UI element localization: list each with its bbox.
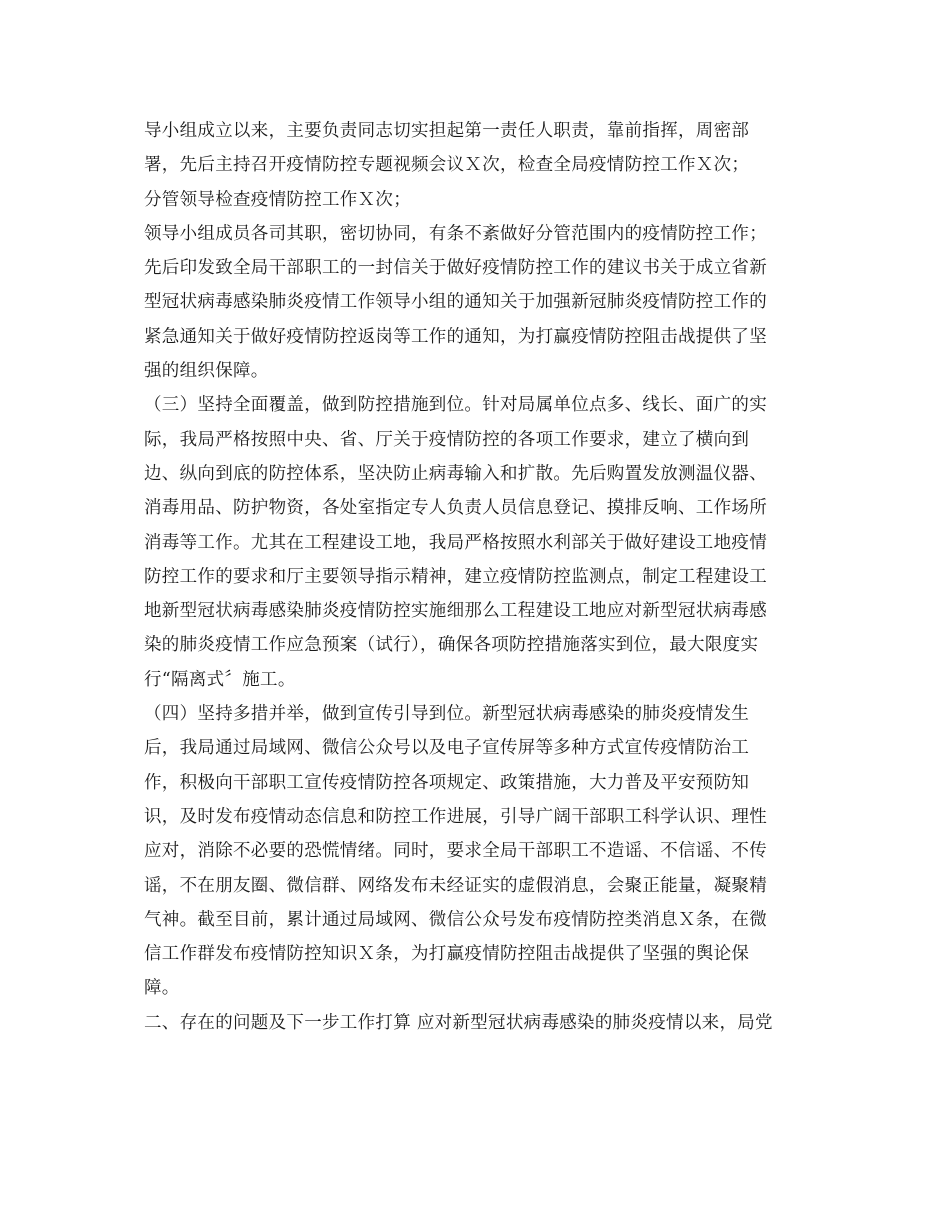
text-line: 边、纵向到底的防控体系，坚决防止病毒输入和扩散。先后购置发放测温仪器、 <box>144 463 767 484</box>
text-line: 作，积极向干部职工宣传疫情防控各项规定、政策措施，大力普及平安预防知 <box>144 772 750 793</box>
text-line: 际，我局严格按照中央、省、厅关于疫情防控的各项工作要求，建立了横向到 <box>144 429 750 450</box>
text-line: 信工作群发布疫情防控知识Ｘ条，为打赢疫情防控阻击战提供了坚强的舆论保 <box>144 944 750 965</box>
text-line: 行“隔离式〞施工。 <box>144 669 296 690</box>
section-heading-line: （四）坚持多措并举，做到宣传引导到位。新型冠状病毒感染的肺炎疫情发生 <box>144 704 750 725</box>
body-text <box>144 114 804 1040</box>
text-line: 先后印发致全局干部职工的一封信关于做好疫情防控工作的建议书关于成立省新 <box>144 258 767 279</box>
text-line: 后，我局通过局域网、微信公众号以及电子宣传屏等多种方式宣传疫情防治工 <box>144 738 750 759</box>
text-line: 领导小组成员各司其职，密切协同，有条不紊做好分管范围内的疫情防控工作； <box>144 223 767 244</box>
text-line: 紧急通知关于做好疫情防控返岗等工作的通知，为打赢疫情防控阻击战提供了坚 <box>144 326 767 347</box>
text-line: 分管领导检查疫情防控工作Ｘ次； <box>144 189 411 210</box>
text-line: 强的组织保障。 <box>144 361 269 382</box>
text-line: 消毒等工作。尤其在工程建设工地，我局严格按照水利部关于做好建设工地疫情 <box>144 532 767 553</box>
text-line: 染的肺炎疫情工作应急预案（试行），确保各项防控措施落实到位，最大限度实 <box>144 635 759 656</box>
text-line: 导小组成立以来，主要负责同志切实担起第一责任人职责，靠前指挥，周密部 <box>144 121 750 141</box>
text-line: 消毒用品、防护物资，各处室指定专人负责人员信息登记、摸排反响、工作场所 <box>144 498 767 519</box>
text-line: 气神。截至目前，累计通过局域网、微信公众号发布疫情防控类消息Ｘ条，在微 <box>144 909 767 930</box>
text-line: 地新型冠状病毒感染肺炎疫情防控实施细那么工程建设工地应对新型冠状病毒感 <box>144 601 767 622</box>
text-line: 识，及时发布疫情动态信息和防控工作进展，引导广阔干部职工科学认识、理性 <box>144 806 767 827</box>
text-line: 防控工作的要求和厅主要领导指示精神，建立疫情防控监测点，制定工程建设工 <box>144 566 767 587</box>
text-line: 谣，不在朋友圈、微信群、网络发布未经证实的虚假消息，会聚正能量，凝聚精 <box>144 875 767 896</box>
text-line: 署，先后主持召开疫情防控专题视频会议Ｘ次，检查全局疫情防控工作Ｘ次； <box>144 155 750 176</box>
section-heading-line: （三）坚持全面覆盖，做到防控措施到位。针对局属单位点多、线长、面广的实 <box>144 395 767 416</box>
text-line: 型冠状病毒感染肺炎疫情工作领导小组的通知关于加强新冠肺炎疫情防控工作的 <box>144 292 767 313</box>
section-heading-line: 二、存在的问题及下一步工作打算 应对新型冠状病毒感染的肺炎疫情以来，局党 <box>144 1012 773 1033</box>
text-line: 应对，消除不必要的恐慌情绪。同时，要求全局干部职工不造谣、不信谣、不传 <box>144 841 767 862</box>
text-line: 障。 <box>144 978 180 999</box>
